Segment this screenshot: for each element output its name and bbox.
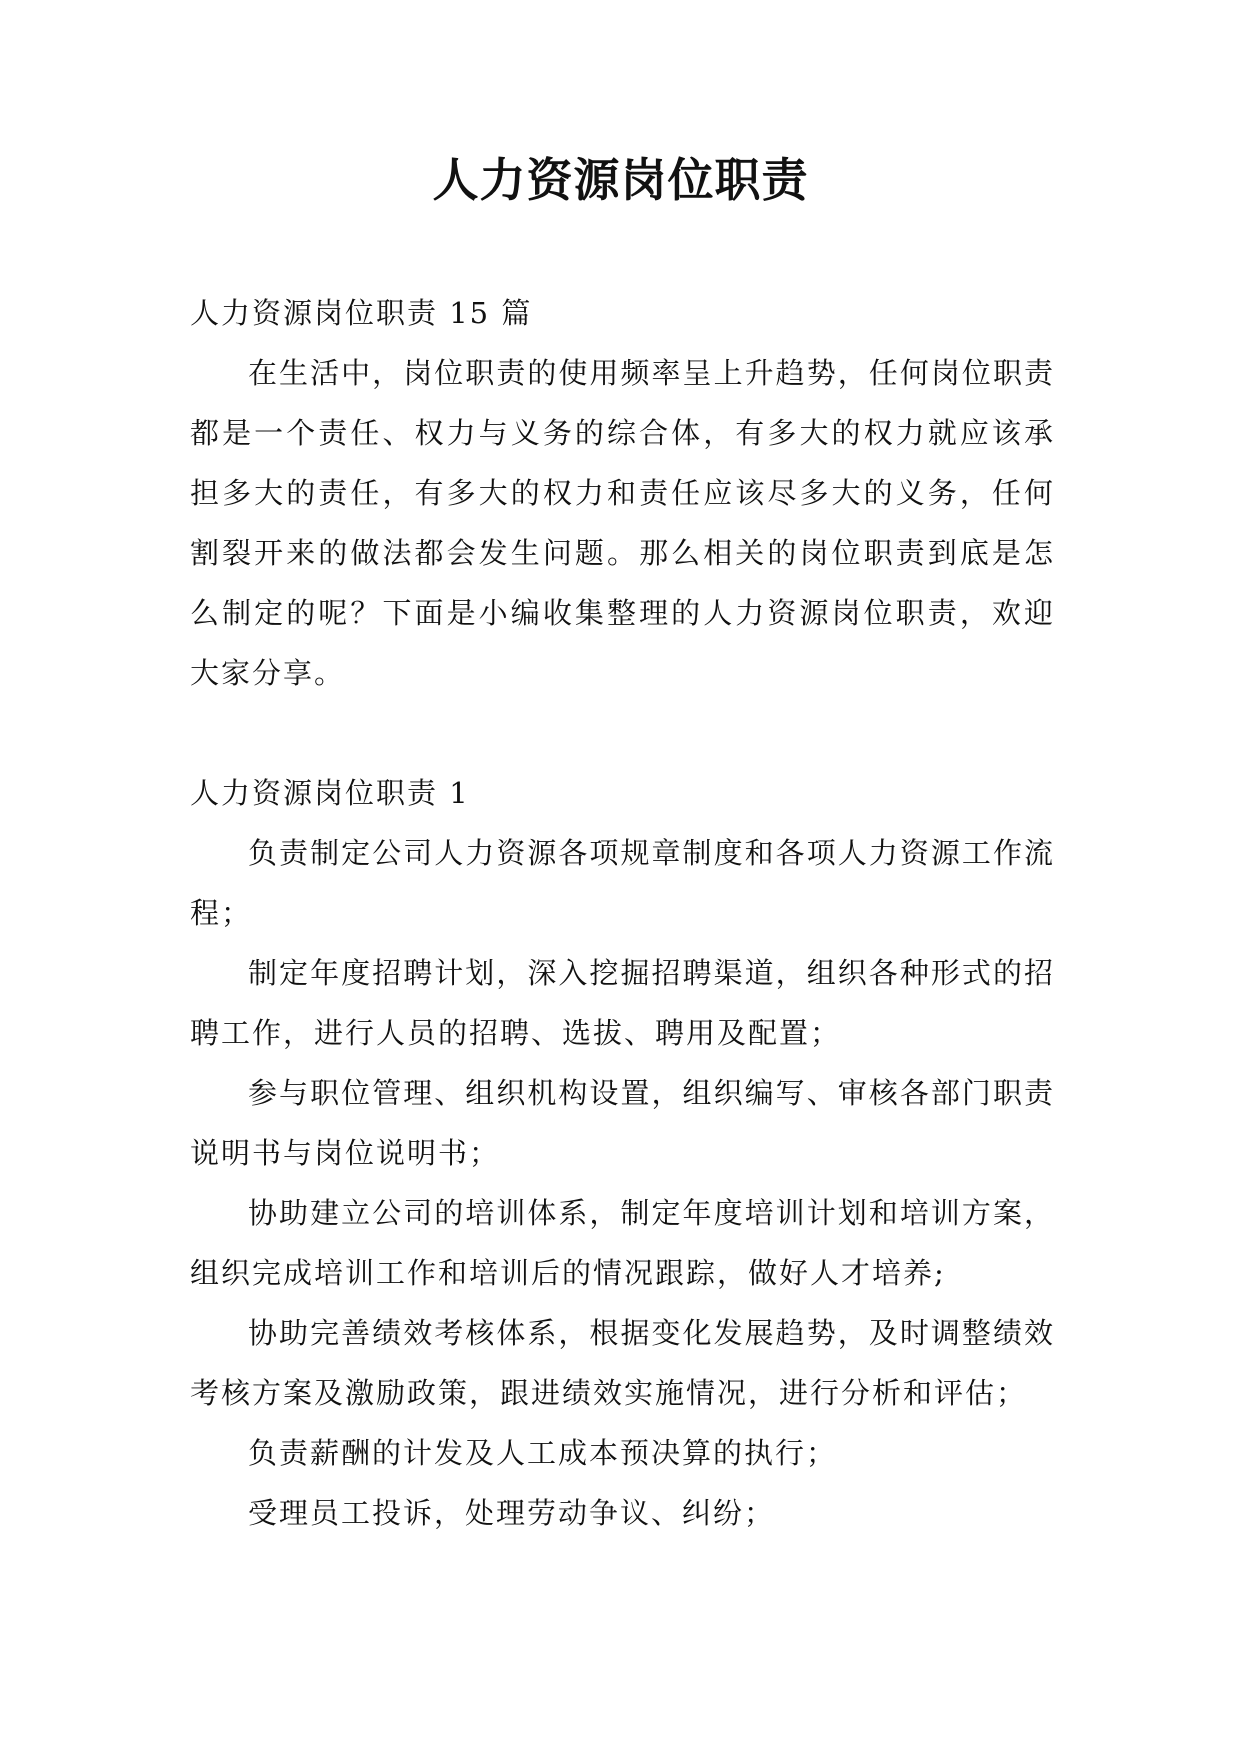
- document-body: [190, 283, 1055, 1543]
- duty-item: 协助建立公司的培训体系，制定年度培训计划和培训方案，组织完成培训工作和培训后的情况跟踪，做好人才培养;: [190, 1196, 1055, 1290]
- duty-item: 受理员工投诉，处理劳动争议、纠纷；: [248, 1496, 776, 1530]
- section-heading: 人力资源岗位职责 1: [190, 776, 470, 810]
- duty-item: 负责制定公司人力资源各项规章制度和各项人力资源工作流程；: [190, 836, 1055, 930]
- duty-item: 制定年度招聘计划，深入挖掘招聘渠道，组织各种形式的招聘工作，进行人员的招聘、选拔、聘用及配置；: [190, 956, 1055, 1050]
- duty-item: 协助完善绩效考核体系，根据变化发展趋势，及时调整绩效考核方案及激励政策，跟进绩效实施情况，进行分析和评估；: [190, 1316, 1055, 1410]
- duty-item: 参与职位管理、组织机构设置，组织编写、审核各部门职责说明书与岗位说明书；: [190, 1076, 1055, 1170]
- duty-item: 负责薪酬的计发及人工成本预决算的执行；: [248, 1436, 838, 1470]
- document-title: 人力资源岗位职责: [432, 153, 809, 207]
- document-subtitle: 人力资源岗位职责 15 篇: [190, 296, 533, 330]
- section-spacer: [190, 703, 1055, 763]
- intro-paragraph: 在生活中，岗位职责的使用频率呈上升趋势，任何岗位职责都是一个责任、权力与义务的综合体，有多大的权力就应该承担多大的责任，有多大的权力和责任应该尽多大的义务，任何割裂开来的做法都会发生问题。那么相关的岗位职责到底是怎么制定的呢？下面是小编收集整理的人力资源岗位职责，欢迎大家分享。: [190, 356, 1055, 690]
